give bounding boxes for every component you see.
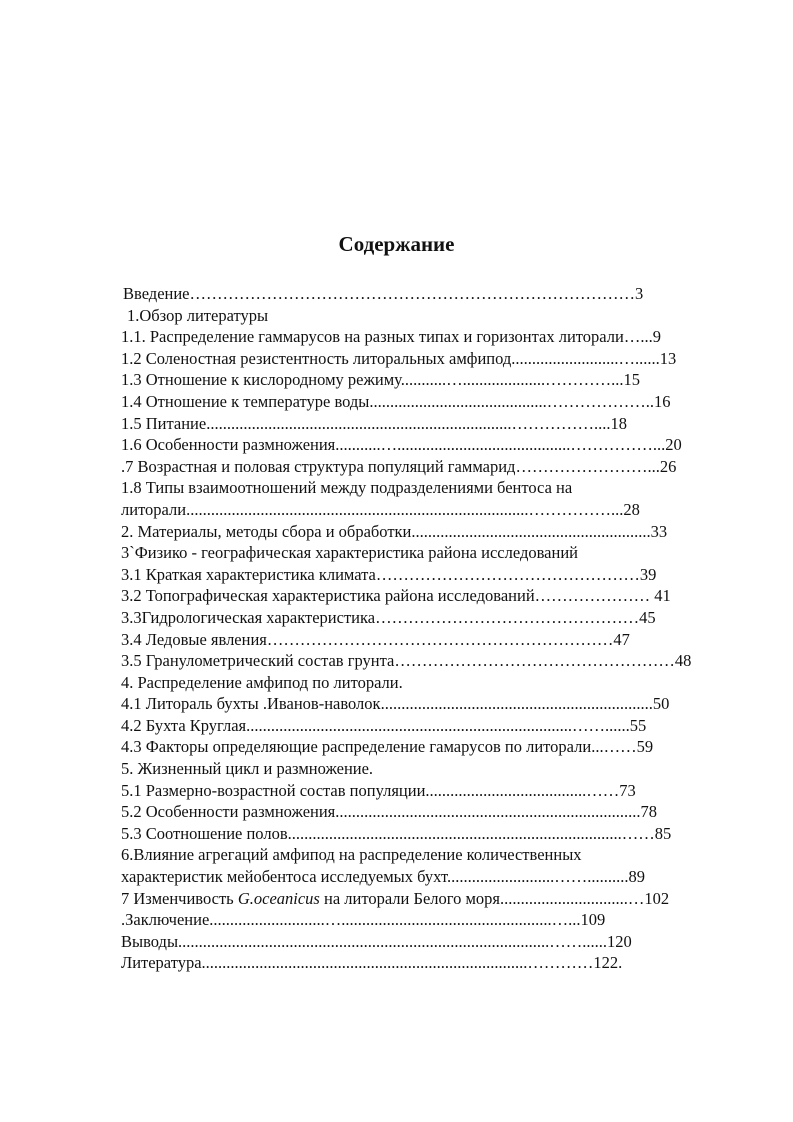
toc-entry-title: 4.3 Факторы определяющие распределение гамарусов по литорали (121, 737, 592, 757)
toc-page-number: 33 (650, 521, 668, 541)
toc-leader: .......................................…… (425, 780, 620, 800)
toc-leader: …... (623, 327, 653, 347)
toc-page-number: 50 (652, 694, 670, 714)
toc-entry-title-rest: на литорали Белого моря (319, 888, 501, 908)
toc-entry-title: 6.Влияние агрегаций амфипод на распределение количественных (121, 845, 582, 865)
toc-entry-title: 1.Обзор литературы (127, 305, 269, 325)
toc-page-number: 55 (629, 715, 647, 735)
toc-leader: ...........…....................…………... (400, 370, 624, 390)
toc-leader: .................................................................. (380, 694, 653, 714)
toc-leader: ...............................................................................……...... (246, 715, 630, 735)
toc-page-number: 20 (665, 435, 682, 455)
toc-entry (121, 434, 731, 456)
toc-page-number: 45 (639, 607, 656, 627)
toc-entry (121, 931, 731, 953)
toc-entry-title: литорали (121, 499, 187, 519)
toc-page-number: 73 (619, 780, 636, 800)
toc-entry (121, 693, 731, 715)
toc-entry-title: 1.8 Типы взаимоотношений между подразделениями бентоса на (121, 478, 573, 498)
toc-page-number: 120 (607, 931, 632, 951)
toc-leader: ………………… (534, 586, 655, 606)
toc-entry-title: 4.2 Бухта Круглая (121, 715, 247, 735)
toc-entry (121, 326, 731, 348)
toc-entry-title: 1.3 Отношение к кислородному режиму (121, 370, 401, 390)
toc-entry (121, 305, 731, 327)
toc-entry-title: 3.3Гидрологическая характеристика (121, 607, 376, 627)
toc-entry (121, 866, 731, 888)
toc-entry-title: 4.1 Литораль бухты .Иванов-наволок (121, 694, 381, 714)
toc-page-number: 41 (654, 586, 671, 606)
toc-page-number: 15 (623, 370, 640, 390)
toc-entry (121, 585, 731, 607)
toc-entry (121, 650, 731, 672)
toc-entry-title: 3.2 Топографическая характеристика района исследований (121, 586, 535, 606)
toc-entry (121, 391, 731, 413)
toc-leader: ...........................................……………….. (369, 391, 655, 411)
toc-entry (121, 715, 731, 737)
toc-entry (121, 952, 731, 974)
toc-leader: ...............................… (500, 888, 645, 908)
table-of-contents (121, 283, 731, 974)
toc-entry-title: Литература (121, 953, 202, 973)
toc-page-number: 85 (654, 823, 672, 843)
toc-page-number: 3 (635, 284, 644, 303)
toc-page-number: 28 (623, 499, 640, 519)
toc-entry (121, 801, 731, 823)
toc-page-number: 78 (640, 802, 658, 822)
toc-leader: ..........................…...... (511, 348, 660, 368)
toc-entry-title: 1.6 Особенности размножения (121, 435, 336, 455)
toc-entry-title: 2. Материалы, методы сбора и обработки (121, 521, 412, 541)
toc-entry (121, 758, 731, 780)
toc-entry-title: 4. Распределение амфипод по литорали. (121, 672, 403, 692)
toc-page-number: 89 (628, 867, 645, 887)
toc-leader: ...............................................................................………… (201, 953, 594, 973)
toc-page-number: 109 (580, 910, 606, 930)
toc-page-number: 48 (674, 651, 692, 671)
toc-entry-title: 5. Жизненный цикл и размножение. (121, 759, 374, 779)
toc-entry-title: 3.1 Краткая характеристика климата (121, 564, 376, 584)
toc-entry (121, 564, 731, 586)
toc-entry (121, 672, 731, 694)
toc-entry-title: 1.1. Распределение гаммарусов на разных типах и горизонтах литорали (121, 327, 624, 347)
toc-entry (121, 369, 731, 391)
toc-page-number: 122. (593, 953, 623, 973)
toc-entry (121, 629, 731, 651)
toc-entry (121, 888, 731, 910)
toc-entry-title: .Заключение (121, 910, 210, 930)
species-name: G.oceanicus (237, 888, 320, 908)
toc-entry-title: 1.5 Питание (121, 413, 207, 433)
toc-entry-title: характеристик мейобентоса исследуемых бухт (121, 867, 447, 887)
toc-page-number: 59 (636, 737, 654, 757)
toc-leader: ...................................................................................……………... (186, 499, 624, 519)
toc-entry-title: 5.3 Соотношение полов (121, 823, 288, 843)
toc-entry (121, 736, 731, 758)
toc-entry (121, 283, 731, 305)
toc-entry-title: 3.4 Ледовые явления (121, 629, 267, 649)
toc-leader: .................................................................................…… (287, 823, 655, 843)
toc-page-number: 9 (652, 327, 661, 347)
toc-leader: ………………………………………… (375, 564, 640, 584)
toc-entry (121, 844, 731, 866)
toc-leader: ……………………………………………………… (266, 629, 614, 649)
toc-leader: ..........................................................................…………….... (206, 413, 611, 433)
toc-page-number: 16 (654, 391, 671, 411)
toc-entry-title: 3`Физико - географическая характеристика района исследований (121, 543, 578, 563)
toc-leader: ..........................................................................................……...... (178, 931, 608, 951)
toc-entry-title: 1.2 Соленостная резистентность литоральных амфипод (121, 348, 512, 368)
toc-entry-title: 5.2 Особенности размножения (121, 802, 336, 822)
toc-entry (121, 348, 731, 370)
toc-entry (121, 521, 731, 543)
toc-entry (121, 542, 731, 564)
toc-entry (121, 456, 731, 478)
toc-entry (121, 607, 731, 629)
toc-entry-title: 5.1 Размерно-возрастной состав популяции (121, 780, 426, 800)
toc-leader: ...........…..........................................……………... (335, 435, 666, 455)
toc-page-number: 18 (610, 413, 627, 433)
toc-entry-title: 7 Изменчивость (121, 888, 238, 908)
toc-entry-title: 3.5 Гранулометрический состав грунта (121, 651, 395, 671)
toc-entry (121, 823, 731, 845)
toc-page-number: 26 (659, 456, 677, 476)
toc-entry-title: Выводы (121, 931, 179, 951)
toc-leader: ............................…...................................................…... (209, 910, 581, 930)
toc-leader: ...…… (591, 737, 637, 757)
toc-page-number: 102 (644, 888, 670, 908)
toc-page-number: 13 (659, 348, 677, 368)
toc-entry (121, 499, 731, 521)
toc-page-number: 47 (613, 629, 630, 649)
toc-leader: .......................................................... (411, 521, 651, 541)
toc-leader: …………………………………………… (394, 651, 675, 671)
toc-entry (121, 780, 731, 802)
toc-entry-title: Введение (123, 284, 190, 303)
toc-entry-title: 1.4 Отношение к температуре воды (121, 391, 370, 411)
toc-page-number: 39 (639, 564, 657, 584)
toc-entry-title: .7 Возрастная и половая структура популяций гаммарид (121, 456, 516, 476)
toc-leader: ……………………... (515, 456, 660, 476)
toc-entry (121, 909, 731, 931)
toc-leader: ..........................…….......... (446, 867, 629, 887)
toc-leader: ………………………………………… (375, 607, 640, 627)
page-title: Содержание (338, 232, 455, 256)
toc-entry (121, 413, 731, 435)
toc-entry (121, 477, 731, 499)
toc-leader: ……………………………………………………………………… (189, 284, 636, 303)
toc-leader: .......................................................................... (335, 802, 641, 822)
